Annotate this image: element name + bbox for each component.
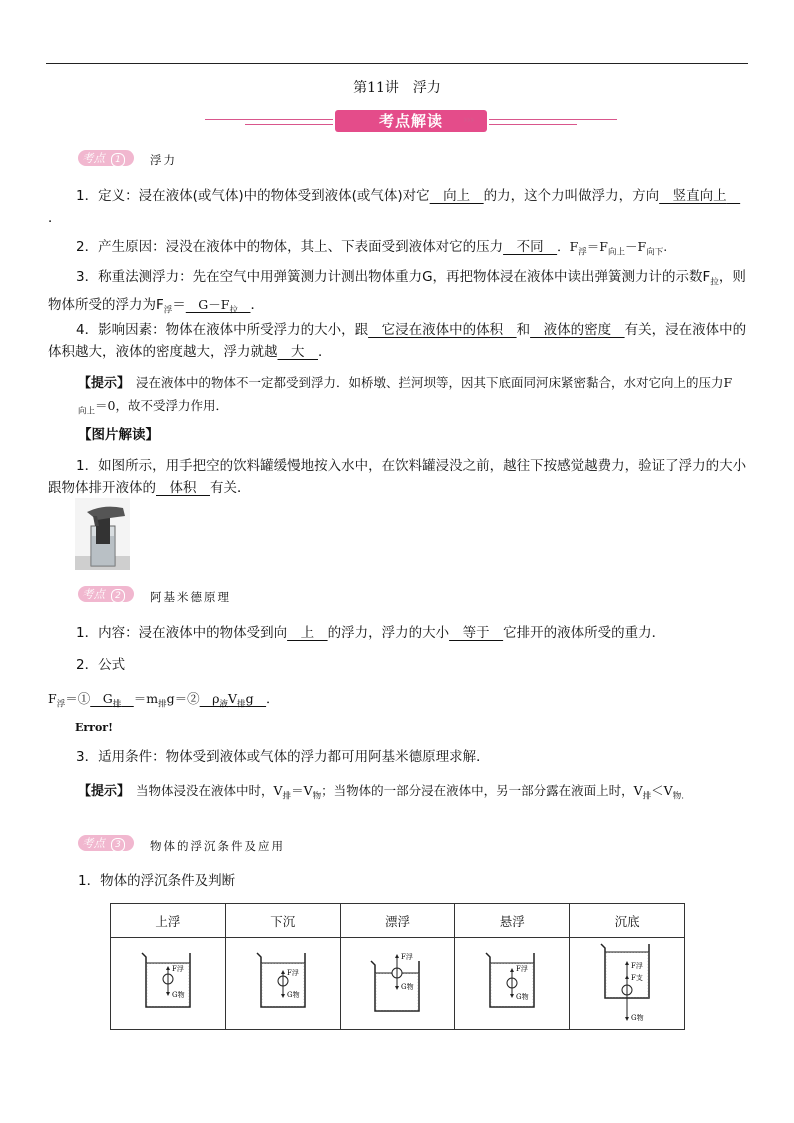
svg-text:G物: G物 — [401, 983, 415, 991]
svg-text:F浮: F浮 — [401, 953, 414, 961]
applicability-paragraph: 3．适用条件：物体受到液体或气体的浮力都可用阿基米德原理求解． — [76, 749, 490, 765]
header-rising: 上浮 — [111, 904, 226, 938]
svg-text:F浮: F浮 — [516, 965, 529, 973]
definition-paragraph: 1．定义：浸在液体(或气体)中的物体受到液体(或气体)对它 向上 的力，这个力叫做浮力，方向 竖直向上 ． — [48, 188, 741, 226]
svg-text:F支: F支 — [631, 974, 643, 982]
svg-text:G物: G物 — [516, 993, 529, 1001]
cause-paragraph: 2．产生原因：浸没在液体中的物体，其上、下表面受到液体对它的压力 不同 ．$F_浮=F_{向上}-F_{向下}$. — [76, 239, 668, 258]
picture-reading-heading: 【图片解读】 — [78, 427, 159, 443]
beaker-floating-diagram — [367, 947, 427, 1017]
svg-text:G物: G物 — [286, 991, 300, 999]
header-floating: 漂浮 — [340, 904, 455, 938]
header-bottom: 沉底 — [570, 904, 685, 938]
tip-paragraph-1: 【提示】 浸在液体中的物体不一定都受到浮力．如桥墩、拦河坝等，因其下底面同河床紧密黏合，水对它向上的压力$F_{向上}=0$，故不受浮力作用． — [78, 375, 733, 417]
cell-bottom — [570, 938, 685, 1030]
factors-paragraph: 4．影响因素：物体在液体中所受浮力的大小，跟 它浸在液体中的体积 和 液体的密度 有关，浸在液体中的体积越大，液体的密度越大，浮力就越 大 ． — [48, 322, 747, 360]
header-sinking: 下沉 — [225, 904, 340, 938]
float-sink-heading: 1．物体的浮沉条件及判断 — [78, 873, 236, 889]
tip-paragraph-2: 【提示】 当物体浸没在液体中时，$V_排=V_物$；当物体的一部分浸在液体中，另一部分露在液面上时，$V_排<V_{物.}$ — [78, 783, 684, 802]
svg-text:F浮: F浮 — [171, 965, 184, 973]
beaker-suspended-diagram — [482, 947, 542, 1017]
picture-reading-paragraph: 1．如图所示，用手把空的饮料罐缓慢地按入水中，在饮料罐浸没之前，越往下按感觉越费力，验证了浮力的大小跟物体排开液体的 体积 有关． — [48, 458, 747, 496]
cell-rising — [111, 938, 226, 1030]
error-marker: Error! — [75, 721, 113, 734]
cell-sinking — [225, 938, 340, 1030]
weighing-method-paragraph: 3．称重法测浮力：先在空气中用弹簧测力计测出物体重力G，再把物体浸在液体中读出弹簧测力计的示数$F_拉$，则物体所受的浮力为$F_浮=$ $G-F_拉$ ． — [48, 269, 746, 316]
header-suspended: 悬浮 — [455, 904, 570, 938]
svg-text:F浮: F浮 — [286, 969, 299, 977]
archimedes-formula: $F_浮=①$ $G_排$ $=m_排g=②$ $\rho_液V_排g$ ． — [48, 691, 279, 710]
section-banner — [205, 107, 617, 137]
kaodian-badge-1: 考点 1 — [78, 150, 134, 166]
beaker-rising-diagram — [138, 947, 198, 1017]
svg-text:G物: G物 — [171, 991, 185, 999]
cell-floating — [340, 938, 455, 1030]
cell-suspended — [455, 938, 570, 1030]
beaker-sinking-diagram — [253, 947, 313, 1017]
svg-text:G物: G物 — [631, 1014, 644, 1022]
header-rule — [46, 63, 748, 64]
banner-label: 考点解读 — [335, 110, 487, 132]
kaodian-title-1: 浮力 — [150, 153, 177, 167]
can-in-water-photo — [75, 498, 130, 570]
svg-text:F浮: F浮 — [631, 962, 643, 970]
page-title: 第11讲 浮力 — [353, 80, 441, 96]
formula-heading: 2．公式 — [76, 657, 126, 673]
kaodian-title-3: 物体的浮沉条件及应用 — [150, 839, 285, 853]
kaodian-badge-2: 考点 2 — [78, 586, 134, 602]
banner-right-chevrons: ››› — [463, 113, 474, 126]
kaodian-badge-3: 考点 3 — [78, 835, 134, 851]
kaodian-title-2: 阿基米德原理 — [150, 590, 231, 604]
beaker-bottom-diagram — [597, 940, 657, 1024]
float-sink-table — [110, 903, 685, 1030]
archimedes-content: 1．内容：浸在液体中的物体受到向 上 的浮力，浮力的大小 等于 它排开的液体所受的重力． — [76, 625, 666, 641]
